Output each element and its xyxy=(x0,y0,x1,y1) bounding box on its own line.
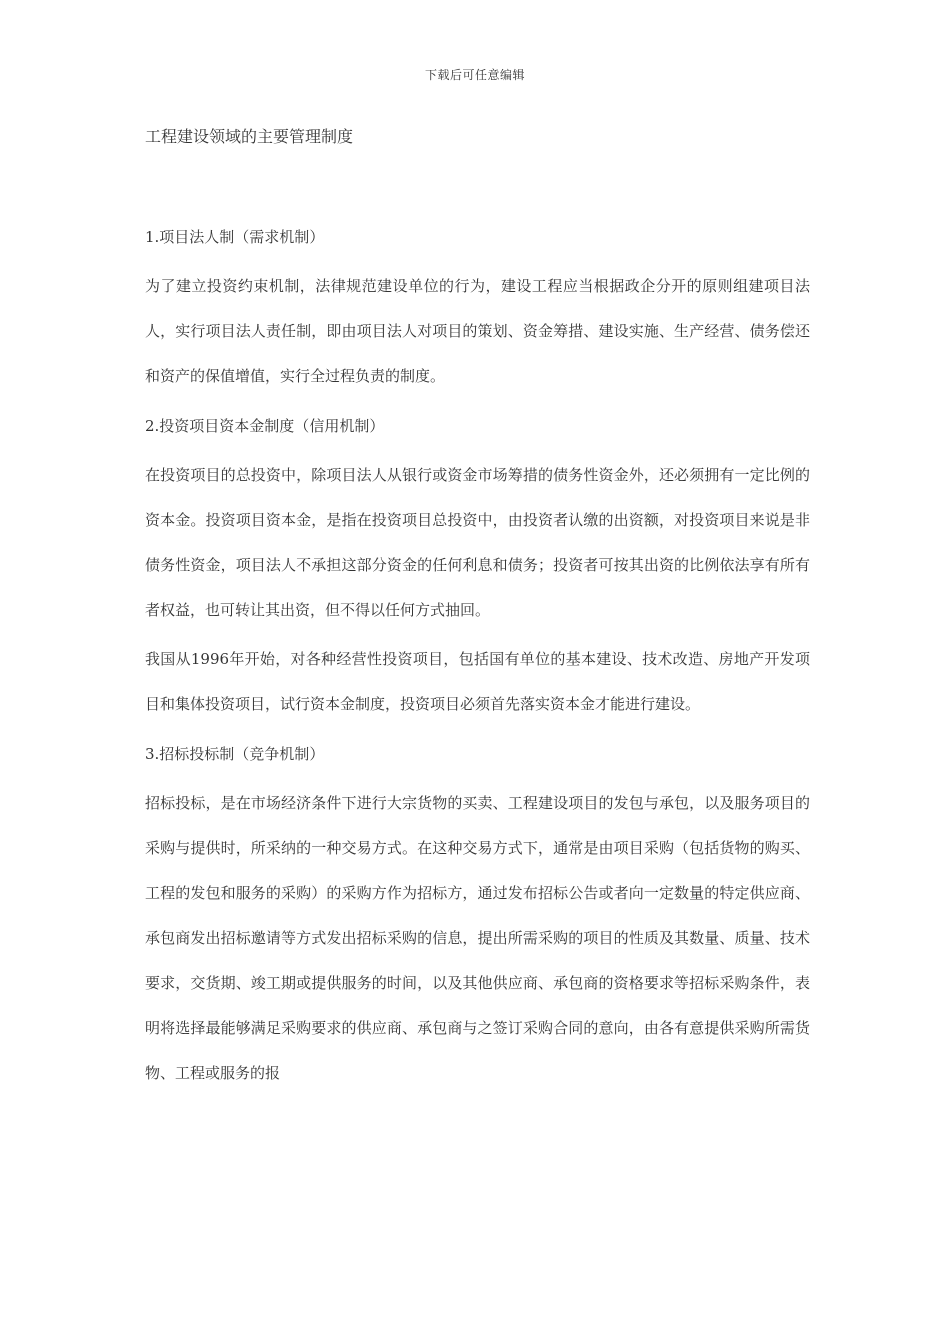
header-note: 下载后可任意编辑 xyxy=(424,68,525,82)
section-2-paragraph-1: 在投资项目的总投资中，除项目法人从银行或资金市场筹措的债务性资金外，还必须拥有一定比例的资本金。投资项目资本金，是指在投资项目总投资中，由投资者认缴的出资额，对投资项目来说是非债务性资金，项目法人不承担这部分资金的任何利息和债务；投资者可按其出资的比例依法享有所有者权益，也可转让其出资，但不得以任何方式抽回。 xyxy=(145,466,810,619)
document-title: 工程建设领域的主要管理制度 xyxy=(145,127,354,146)
document-body xyxy=(145,126,810,1096)
section-1-paragraph-1: 为了建立投资约束机制，法律规范建设单位的行为，建设工程应当根据政企分开的原则组建项目法人，实行项目法人责任制，即由项目法人对项目的策划、资金筹措、建设实施、生产经营、债务偿还和资产的保值增值，实行全过程负责的制度。 xyxy=(145,277,810,385)
section-heading-1: 1.项目法人制（需求机制） xyxy=(145,228,325,246)
section-heading-2: 2.投资项目资本金制度（信用机制） xyxy=(145,417,385,435)
section-2-paragraph-2: 我国从1996年开始，对各种经营性投资项目，包括国有单位的基本建设、技术改造、房地产开发项目和集体投资项目，试行资本金制度，投资项目必须首先落实资本金才能进行建设。 xyxy=(145,650,810,713)
section-heading-3: 3.招标投标制（竞争机制） xyxy=(145,745,325,763)
section-3-paragraph-1: 招标投标，是在市场经济条件下进行大宗货物的买卖、工程建设项目的发包与承包，以及服务项目的采购与提供时，所采纳的一种交易方式。在这种交易方式下，通常是由项目采购（包括货物的购买、工程的发包和服务的采购）的采购方作为招标方，通过发布招标公告或者向一定数量的特定供应商、承包商发出招标邀请等方式发出招标采购的信息，提出所需采购的项目的性质及其数量、质量、技术要求，交货期、竣工期或提供服务的时间，以及其他供应商、承包商的资格要求等招标采购条件，表明将选择最能够满足采购要求的供应商、承包商与之签订采购合同的意向，由各有意提供采购所需货物、工程或服务的报 xyxy=(145,794,810,1082)
